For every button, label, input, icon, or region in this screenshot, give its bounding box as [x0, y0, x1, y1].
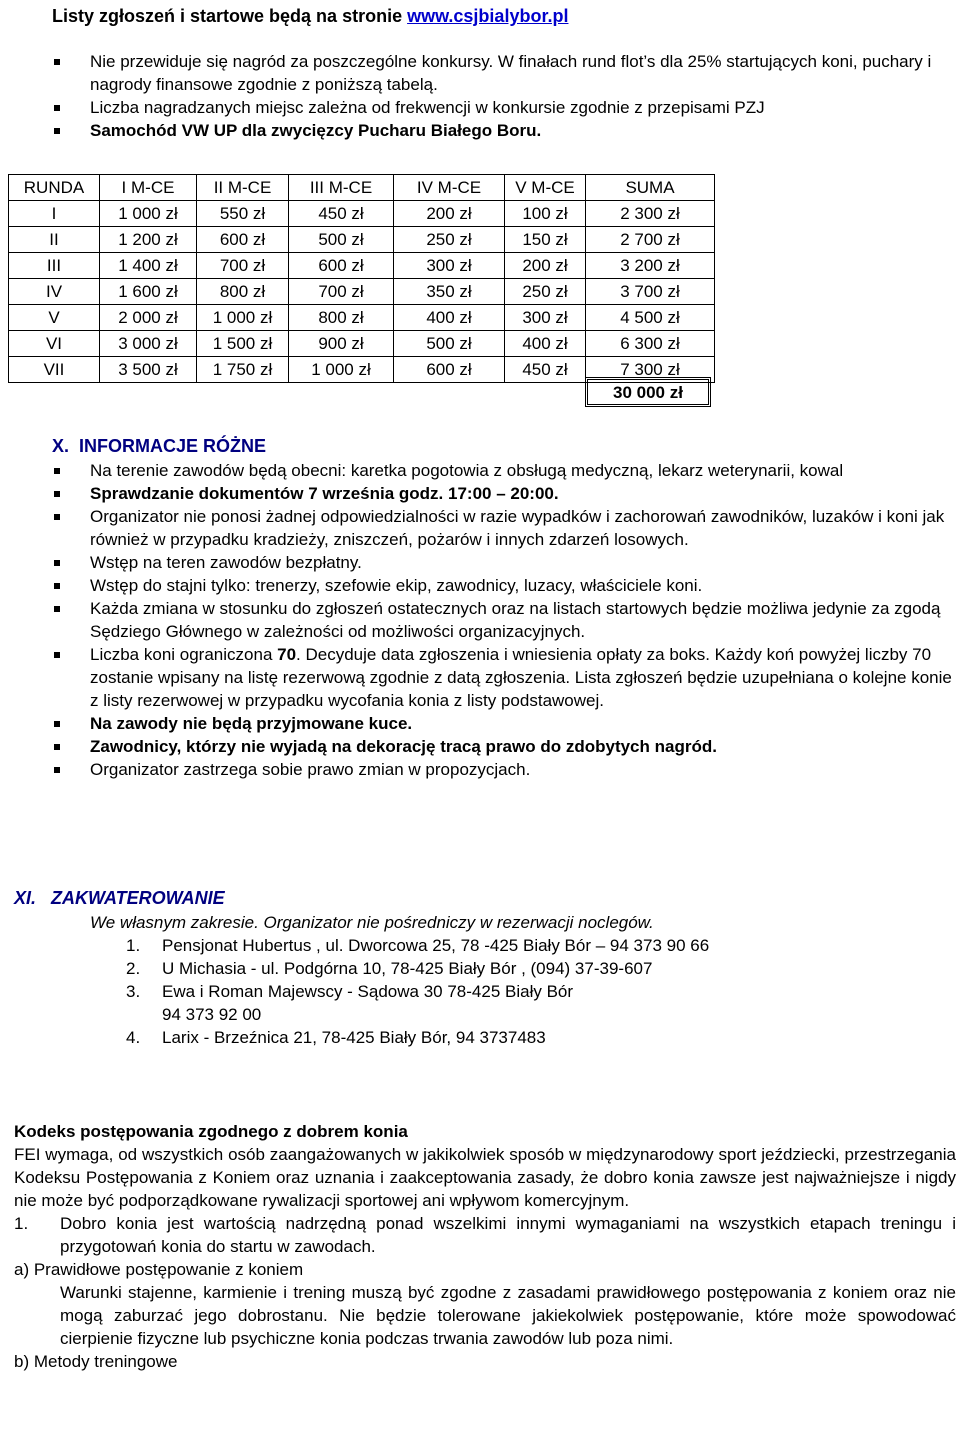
table-cell: III — [9, 253, 100, 279]
subsection-a-text: Warunki stajenne, karmienie i trening muszą być zgodne z zasadami prawidłowego postępowania z koniem oraz nie mogą zaburzać jego dobrostanu. Nie będzie tolerowane jakiekolwiek postępowanie, które może spowodować cierpienie fizyczne lub psychiczne konia podczas trwania zawodów lub poza nimi. — [60, 1283, 956, 1348]
table-cell: 7 300 zł — [586, 357, 715, 383]
column-header: SUMA — [586, 175, 715, 201]
kodeks-intro: FEI wymaga, od wszystkich osób zaangażowanych w jakikolwiek sposób w międzynarodowy sport jeździecki, przestrzegania Kodeksu Postępowania z Koniem oraz uznania i zaakceptowania zasady, że dobro konia zawsze jest najważniejsze i nigdy nie może być podporządkowane rywalizacji sportowej ani wpływom komercyjnym. — [14, 1145, 956, 1210]
table-cell: 6 300 zł — [586, 331, 715, 357]
table-cell: 800 zł — [289, 305, 394, 331]
list-item: Sprawdzanie dokumentów 7 września godz. 17:00 – 20:00. — [52, 482, 952, 505]
table-cell: 500 zł — [289, 227, 394, 253]
kodeks-point-1: 1. Dobro konia jest wartością nadrzędną ponad wszelkimi innymi wymaganiami na wszystkich etapach treningu i przygotowań konia do startu w zawodach. — [14, 1214, 956, 1256]
list-item: 4. Larix - Brzeźnica 21, 78-425 Biały Bór, 94 3737483 — [126, 1028, 546, 1047]
bullet-square-icon — [54, 583, 60, 589]
column-header: V M-CE — [505, 175, 586, 201]
table-cell: 3 500 zł — [100, 357, 197, 383]
table-row — [9, 305, 715, 331]
table-cell: 1 400 zł — [100, 253, 197, 279]
table-cell: 1 000 zł — [289, 357, 394, 383]
section-xi-title: XI. ZAKWATEROWANIE — [14, 888, 225, 908]
list-item: Wstęp do stajni tylko: trenerzy, szefowie ekip, zawodnicy, luzacy, właściciele koni. — [52, 574, 952, 597]
table-cell: 1 000 zł — [197, 305, 289, 331]
column-header: I M-CE — [100, 175, 197, 201]
table-cell: 700 zł — [197, 253, 289, 279]
table-cell: VII — [9, 357, 100, 383]
table-cell: 350 zł — [394, 279, 505, 305]
bullet-square-icon — [54, 560, 60, 566]
bullet-square-icon — [54, 744, 60, 750]
bullet-square-icon — [54, 606, 60, 612]
list-item: 3. Ewa i Roman Majewscy - Sądowa 30 78-425 Biały Bór 94 373 92 00 — [126, 982, 574, 1024]
table-cell: 200 zł — [394, 201, 505, 227]
table-cell: 200 zł — [505, 253, 586, 279]
column-header: II M-CE — [197, 175, 289, 201]
table-cell: 3 200 zł — [586, 253, 715, 279]
prize-total: 30 000 zł — [585, 377, 711, 407]
kodeks-title: Kodeks postępowania zgodnego z dobrem konia — [14, 1122, 408, 1141]
bullet-square-icon — [54, 514, 60, 520]
list-item: Nie przewiduje się nagród za poszczególne konkursy. W finałach rund flot’s dla 25% startujących koni, puchary i nagrody finansowe zgodnie z poniższą tabelą. — [52, 50, 932, 96]
table-cell: 450 zł — [289, 201, 394, 227]
list-item: Samochód VW UP dla zwycięzcy Pucharu Białego Boru. — [52, 119, 932, 142]
table-cell: 1 750 zł — [197, 357, 289, 383]
table-cell: 500 zł — [394, 331, 505, 357]
table-cell: 1 000 zł — [100, 201, 197, 227]
table-cell: 600 zł — [394, 357, 505, 383]
table-cell: 550 zł — [197, 201, 289, 227]
prize-table — [8, 174, 715, 383]
table-cell: 1 500 zł — [197, 331, 289, 357]
list-item: 1. Pensjonat Hubertus , ul. Dworcowa 25, 78 -425 Biały Bór – 94 373 90 66 — [126, 936, 710, 955]
table-row — [9, 279, 715, 305]
table-cell: VI — [9, 331, 100, 357]
table-cell: 900 zł — [289, 331, 394, 357]
table-cell: II — [9, 227, 100, 253]
list-item: Wstęp na teren zawodów bezpłatny. — [52, 551, 952, 574]
table-cell: 2 300 zł — [586, 201, 715, 227]
table-cell: 400 zł — [394, 305, 505, 331]
table-cell: V — [9, 305, 100, 331]
table-cell: 250 zł — [505, 279, 586, 305]
table-cell: 600 zł — [289, 253, 394, 279]
table-header-row — [9, 175, 715, 201]
kodeks-section — [14, 1120, 956, 1373]
list-item: 2. U Michasia - ul. Podgórna 10, 78-425 Biały Bór , (094) 37-39-607 — [126, 959, 653, 978]
list-item: Organizator nie ponosi żadnej odpowiedzialności w razie wypadków i zachorowań zawodników, luzaków i koni jak również w przypadku kradzieży, zniszczeń, pożarów i innych zdarzeń losowych. — [52, 505, 952, 551]
table-row — [9, 227, 715, 253]
subsection-a-title: a) Prawidłowe postępowanie z koniem — [14, 1260, 304, 1279]
bullet-square-icon — [54, 105, 60, 111]
website-link[interactable]: www.csjbialybor.pl — [407, 6, 569, 26]
list-item: Liczba nagradzanych miejsc zależna od frekwencji w konkursie zgodnie z przepisami PZJ — [52, 96, 932, 119]
lists-heading-text: Listy zgłoszeń i startowe będą na stronie — [52, 6, 408, 26]
bullet-square-icon — [54, 59, 60, 65]
table-row — [9, 253, 715, 279]
table-cell: 400 zł — [505, 331, 586, 357]
column-header: IV M-CE — [394, 175, 505, 201]
table-cell: 1 600 zł — [100, 279, 197, 305]
table-cell: 450 zł — [505, 357, 586, 383]
column-header: RUNDA — [9, 175, 100, 201]
info-bullets — [52, 459, 952, 781]
table-cell: 2 000 zł — [100, 305, 197, 331]
lodging-list — [126, 934, 709, 1049]
list-item: Na zawody nie będą przyjmowane kuce. — [52, 712, 952, 735]
table-cell: 250 zł — [394, 227, 505, 253]
list-item: Na terenie zawodów będą obecni: karetka pogotowia z obsługą medyczną, lekarz weterynarii, kowal — [52, 459, 952, 482]
table-cell: 3 700 zł — [586, 279, 715, 305]
bullet-square-icon — [54, 721, 60, 727]
column-header: III M-CE — [289, 175, 394, 201]
table-cell: 300 zł — [394, 253, 505, 279]
bullet-square-icon — [54, 468, 60, 474]
list-item: Liczba koni ograniczona 70. Decyduje data zgłoszenia i wniesienia opłaty za boks. Każdy koń powyżej liczby 70 zostanie wpisany na listę rezerwową zgodnie z datą zgłoszenia. Lista zgłoszeń będzie uzupełniana o kolejne konie z listy rezerwowej w przypadku wycofania konia z listy podstawowej. — [52, 643, 952, 712]
section-x-title: X. INFORMACJE RÓŻNE — [52, 436, 267, 456]
prize-bullets — [52, 50, 932, 142]
lodging-intro: We własnym zakresie. Organizator nie pośredniczy w rezerwacji noclegów. — [90, 913, 654, 932]
table-cell: 300 zł — [505, 305, 586, 331]
bullet-square-icon — [54, 491, 60, 497]
table-cell: 2 700 zł — [586, 227, 715, 253]
table-cell: 600 zł — [197, 227, 289, 253]
list-item: Każda zmiana w stosunku do zgłoszeń ostatecznych oraz na listach startowych będzie możliwa jedynie za zgodą Sędziego Głównego w zależności od możliwości organizacyjnych. — [52, 597, 952, 643]
table-cell: 1 200 zł — [100, 227, 197, 253]
table-cell: 4 500 zł — [586, 305, 715, 331]
table-cell: I — [9, 201, 100, 227]
subsection-b-title: b) Metody treningowe — [14, 1352, 178, 1371]
table-row — [9, 331, 715, 357]
table-cell: 3 000 zł — [100, 331, 197, 357]
bullet-square-icon — [54, 767, 60, 773]
table-cell: 100 zł — [505, 201, 586, 227]
table-cell: 700 zł — [289, 279, 394, 305]
table-cell: IV — [9, 279, 100, 305]
list-item: Zawodnicy, którzy nie wyjadą na dekorację tracą prawo do zdobytych nagród. — [52, 735, 952, 758]
table-cell: 150 zł — [505, 227, 586, 253]
table-cell: 800 zł — [197, 279, 289, 305]
list-item: Organizator zastrzega sobie prawo zmian w propozycjach. — [52, 758, 952, 781]
lists-heading — [52, 5, 568, 28]
bullet-square-icon — [54, 128, 60, 134]
table-row — [9, 201, 715, 227]
bullet-square-icon — [54, 652, 60, 658]
